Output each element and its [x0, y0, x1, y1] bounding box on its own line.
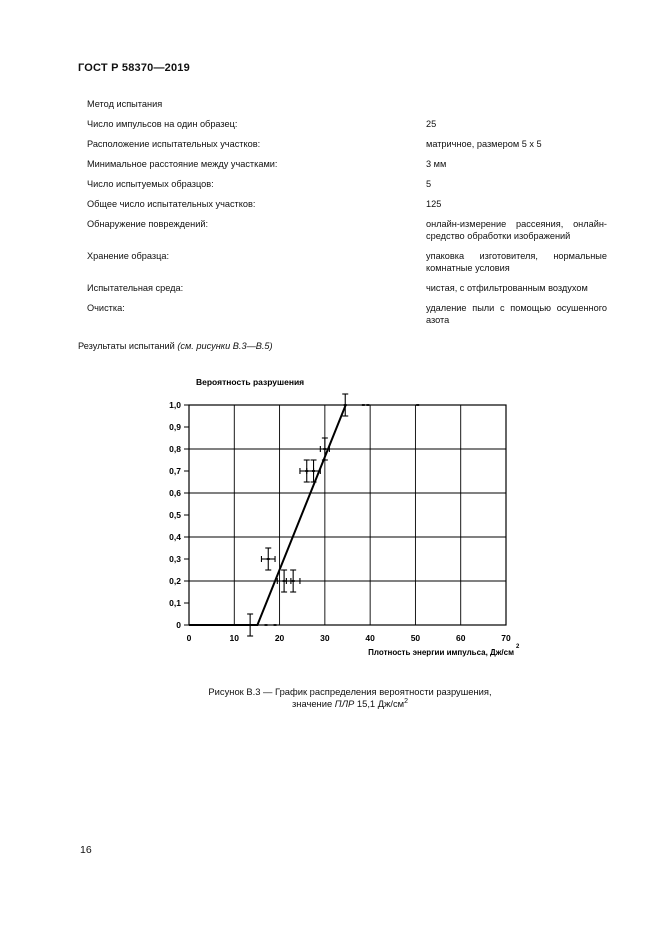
x-tick-label: 30 [320, 633, 330, 643]
param-label: Число испытуемых образцов: [87, 179, 214, 189]
y-axis-label: Вероятность разрушения [196, 377, 305, 387]
x-tick-label: 50 [410, 633, 421, 643]
y-tick-label: 0,8 [169, 444, 181, 454]
x-axis-label: Плотность энергии импульса, Дж/см [368, 648, 514, 657]
data-point [261, 548, 275, 570]
caption-prefix: значение [291, 698, 333, 709]
param-label: Хранение образца: [87, 251, 170, 261]
y-tick-label: 0,5 [169, 510, 181, 520]
x-tick-label: 40 [365, 633, 375, 643]
x-tick-label: 20 [274, 633, 285, 643]
param-value: онлайн-измерение рассеяния, онлайн-средство обработки изображений [426, 219, 607, 241]
plot-frame [189, 405, 506, 625]
param-label: Общее число испытательных участков: [87, 199, 256, 209]
caption-sup: 2 [404, 698, 409, 705]
chart-grid [189, 405, 506, 625]
param-label: Число импульсов на один образец: [87, 119, 238, 129]
data-point [286, 570, 300, 592]
results-text: Результаты испытаний [78, 341, 175, 351]
param-value: 125 [426, 199, 442, 209]
results-figure-ref: (см. рисунки В.3—В.5) [177, 341, 273, 351]
param-label: Испытательная среда: [87, 283, 184, 293]
param-value: чистая, с отфильтрованным воздухом [426, 283, 588, 293]
document-title: ГОСТ Р 58370—2019 [78, 62, 190, 74]
y-tick-label: 0,9 [169, 422, 181, 432]
figure-caption-line2 [150, 698, 550, 710]
x-tick-label: 0 [186, 633, 192, 643]
param-value: 5 [426, 179, 432, 189]
param-value: 3 мм [426, 159, 447, 169]
param-label: Обнаружение повреждений: [87, 219, 209, 229]
method-label: Метод испытания [87, 99, 163, 109]
figure-caption-line1: Рисунок В.3 — График распределения вероятности разрушения, [208, 686, 492, 697]
y-tick-label: 0,1 [169, 598, 181, 608]
y-tick-label: 0,3 [169, 554, 181, 564]
y-tick-label: 0,6 [169, 488, 181, 498]
y-axis-ticks [169, 400, 189, 630]
x-axis-label-sup: 2 [516, 644, 520, 650]
y-tick-label: 0,7 [169, 466, 181, 476]
param-value: упаковка изготовителя, нормальные комнатные условия [426, 251, 607, 273]
data-points [247, 394, 419, 636]
param-label: Минимальное расстояние между участками: [87, 159, 278, 169]
y-tick-label: 0,4 [169, 532, 181, 542]
param-label: Очистка: [87, 303, 125, 313]
page-number: 16 [80, 844, 92, 856]
y-tick-label: 0,2 [169, 576, 181, 586]
y-tick-label: 0 [176, 620, 181, 630]
caption-value: 15,1 Дж/см [356, 698, 405, 709]
param-label: Расположение испытательных участков: [87, 139, 261, 149]
data-point [307, 460, 321, 482]
param-value: удаление пыли с помощью осушенного азота [426, 303, 607, 325]
param-value: матричное, размером 5 х 5 [426, 139, 542, 149]
param-value: 25 [426, 119, 437, 129]
x-tick-label: 10 [229, 633, 240, 643]
x-tick-label: 60 [455, 633, 466, 643]
x-axis-ticks [187, 633, 511, 643]
caption-term: ПЛР [334, 698, 355, 709]
x-tick-label: 70 [501, 633, 511, 643]
y-tick-label: 1,0 [169, 400, 181, 410]
data-point [320, 438, 329, 460]
